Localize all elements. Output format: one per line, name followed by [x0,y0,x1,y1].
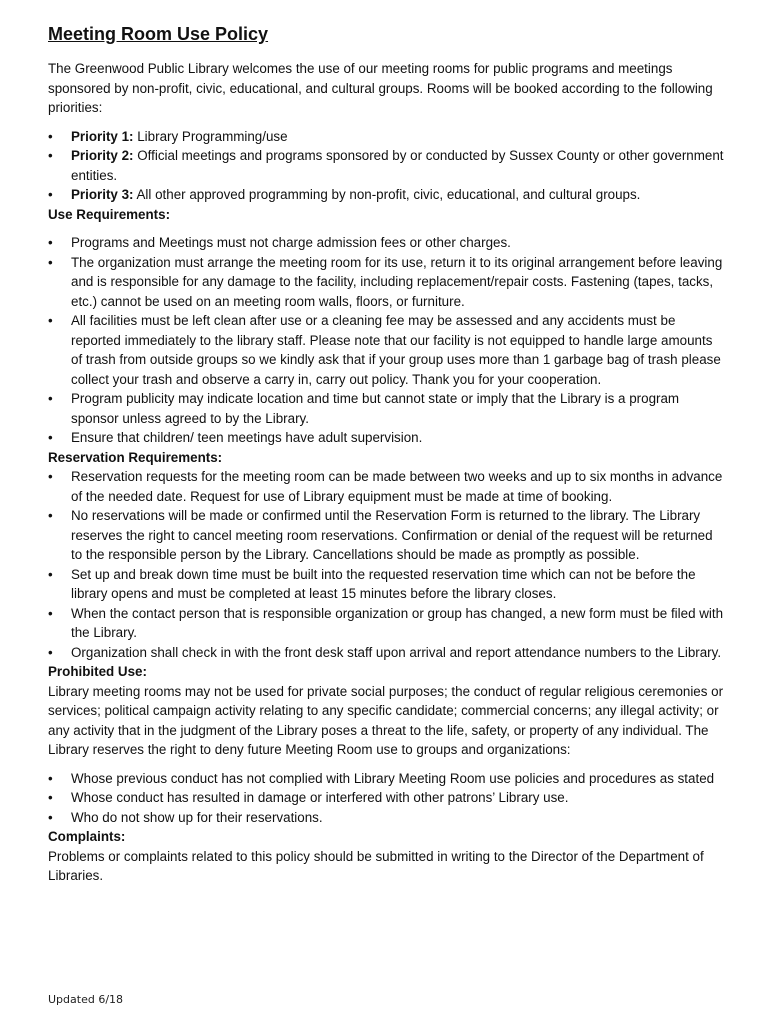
list-item: • The organization must arrange the meeting room for its use, return it to its original arrangement before leaving and is responsible for any damage to the facility, including replacement/repair costs. Fastening (tapes, tacks, etc.) cannot be used on an meeting room walls, floors, or furniture. [48,254,723,309]
priority-text: All other approved programming by non-profit, civic, educational, and cultural groups. [133,187,641,202]
bullet-icon: • [48,148,53,163]
complaints-paragraph: Problems or complaints related to this policy should be submitted in writing to the Director of the Department of Libraries. [48,848,704,883]
list-item: • Who do not show up for their reservations. [48,808,724,828]
priorities-list [48,127,724,205]
prohibited-use-paragraph: Library meeting rooms may not be used for private social purposes; the conduct of regular religious ceremonies or services; political campaign activity relating to any specific candidate; commercial concerns; any illegal activity; or any activity that in the judgment of the Library poses a threat to the life, safety, or property of any individual. The Library reserves the right to deny future Meeting Room use to groups and organizations: [48,683,724,757]
priority-text: Official meetings and programs sponsored by or conducted by Sussex County or other government entities. [71,148,724,183]
bullet-icon: • [48,644,53,660]
list-item: • Whose conduct has resulted in damage or interfered with other patrons’ Library use. [48,788,724,808]
list-item: • Programs and Meetings must not charge admission fees or other charges. [48,233,724,253]
list-item: • All facilities must be left clean after use or a cleaning fee may be assessed and any accidents must be reported immediately to the library staff. Please note that our facility is not equipped to handle large amounts of trash from outside groups so we kindly ask that if your group uses more than 1 garbage bag of trash please collect your trash and observe a carry in, carry out policy. Thank you for your cooperation. [48,313,721,387]
priority-item [48,185,724,205]
use-requirements-list [48,233,724,448]
priority-label: Priority 3: [71,187,134,202]
reservation-requirements-heading: Reservation Requirements: [48,449,223,465]
bullet-icon: • [48,508,53,523]
bullet-icon: • [48,566,53,582]
list-item: • Set up and break down time must be built into the requested reservation time which can not be before the library opens and must be completed at least 15 minutes before the library closes. [48,566,696,601]
bullet-icon: • [48,187,53,202]
list-item: • Reservation requests for the meeting room can be made between two weeks and up to six months in advance of the needed date. Request for use of Library equipment must be made at time of booking. [48,469,723,504]
bullet-icon: • [48,605,53,621]
bullet-icon: • [48,235,53,250]
reservation-requirements-list [48,467,724,662]
bullet-icon: • [48,128,53,144]
priority-item [48,127,724,147]
prohibited-use-list [48,769,724,828]
priority-label: Priority 2: [71,148,134,163]
intro-paragraph: The Greenwood Public Library welcomes the use of our meeting rooms for public programs and meetings sponsored by non-profit, civic, educational, and cultural groups. Rooms will be booked according to the following priorities: [48,61,713,115]
list-item: • Whose previous conduct has not complied with Library Meeting Room use policies and procedures as stated [48,769,724,789]
bullet-icon: • [48,809,53,825]
bullet-icon: • [48,254,53,270]
bullet-icon: • [48,790,53,805]
list-item: • Program publicity may indicate location and time but cannot state or imply that the Library is a program sponsor unless agreed to by the Library. [48,391,680,426]
bullet-icon: • [48,313,53,328]
policy-document [48,22,724,886]
bullet-icon: • [48,391,53,406]
list-item: • When the contact person that is responsible organization or group has changed, a new form must be filed with the Library. [48,605,724,640]
priority-item [48,146,724,185]
list-item: • Organization shall check in with the front desk staff upon arrival and report attendance numbers to the Library. [48,643,724,663]
priority-text: Library Programming/use [133,128,288,144]
list-item: • Ensure that children/ teen meetings have adult supervision. [48,428,724,448]
list-item: • No reservations will be made or confirmed until the Reservation Form is returned to the library. The Library reserves the right to cancel meeting room reservations. Confirmation or denial of the request will be returned to the responsible person by the Library. Cancellations should be made as promptly as possible. [48,508,713,562]
priority-label: Priority 1: [71,128,134,144]
use-requirements-heading: Use Requirements: [48,206,171,222]
bullet-icon: • [48,430,53,445]
page-title: Meeting Room Use Policy [48,24,269,44]
prohibited-use-heading: Prohibited Use: [48,664,147,679]
complaints-heading: Complaints: [48,829,126,844]
bullet-icon: • [48,469,53,484]
updated-footer: Updated 6/18 [48,993,124,1006]
bullet-icon: • [48,770,53,786]
